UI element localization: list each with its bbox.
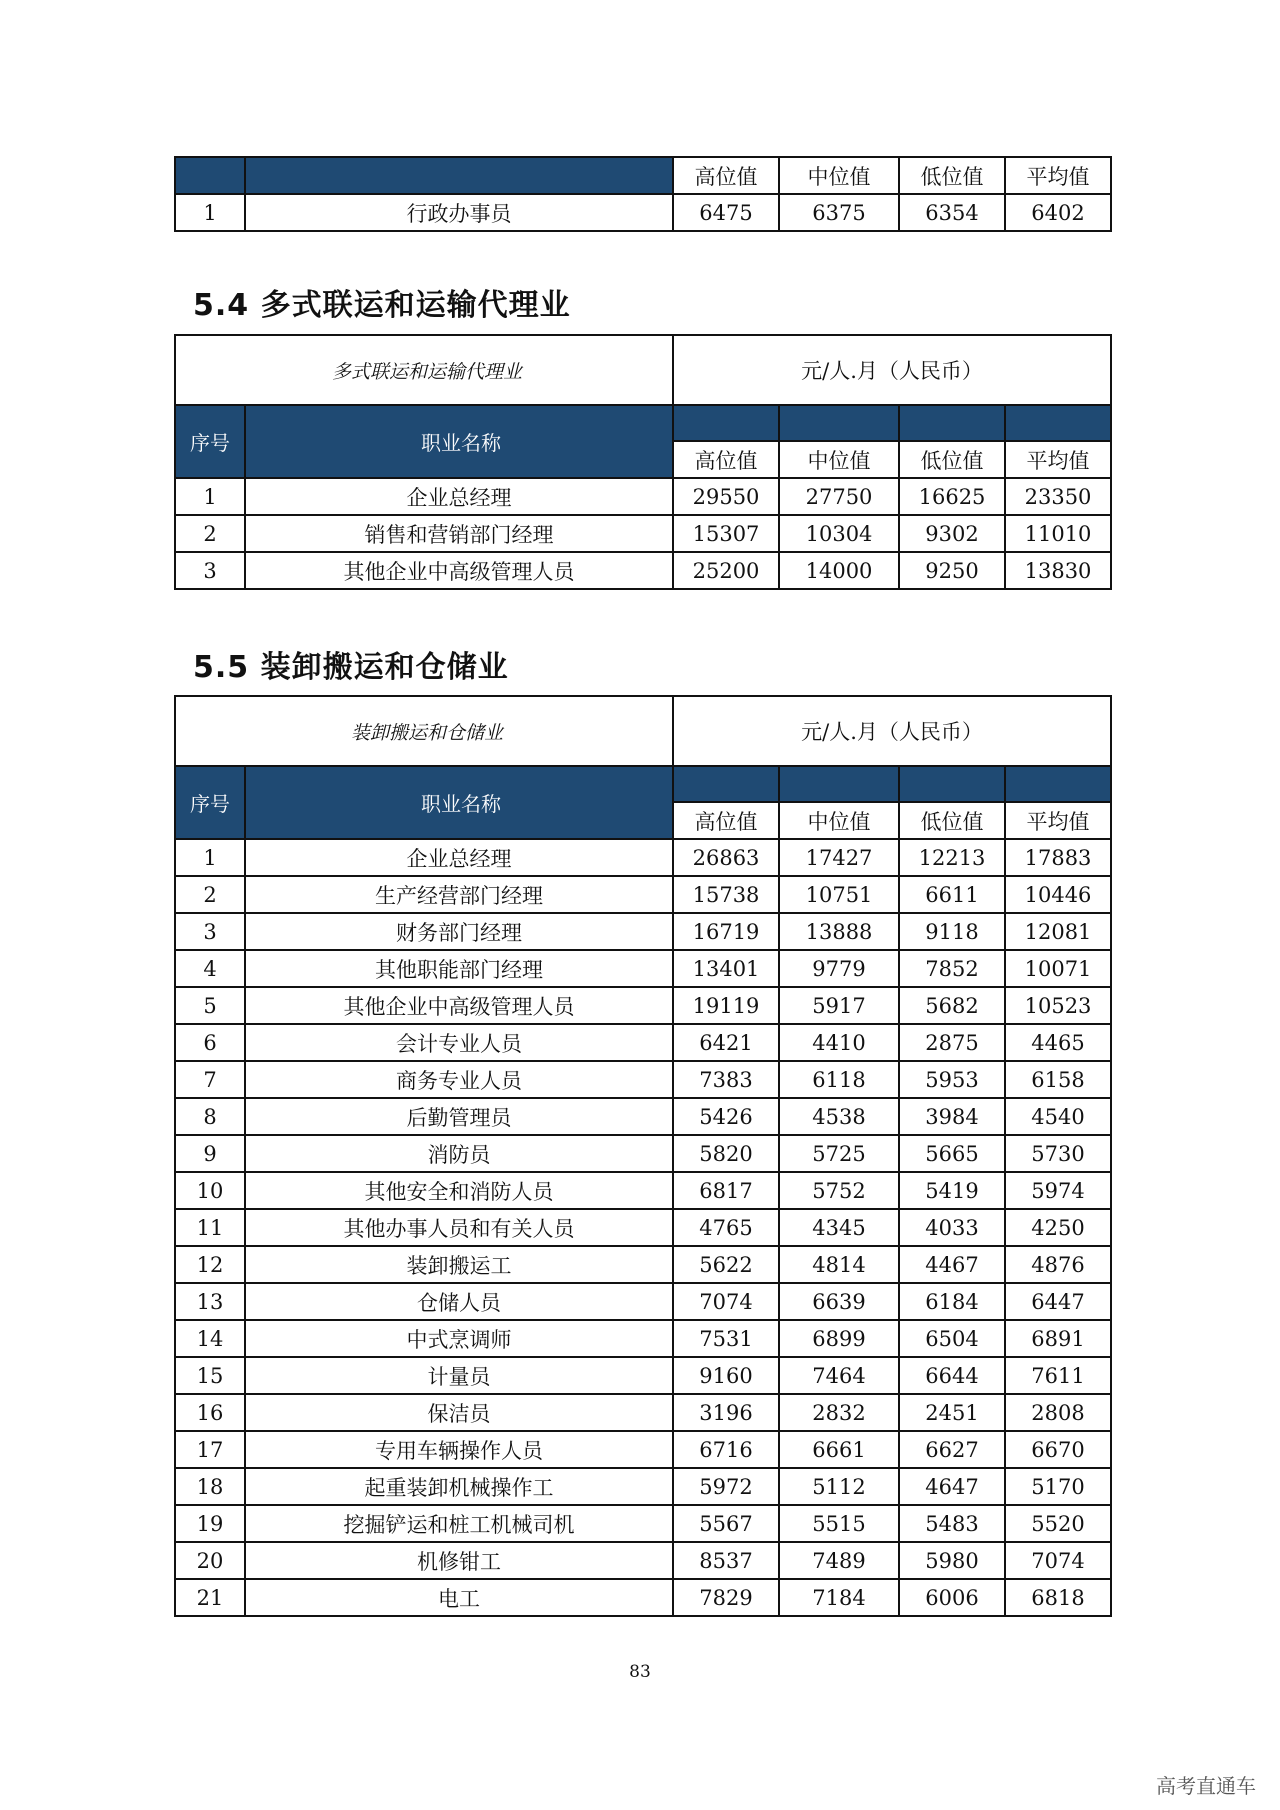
value-high: 29550 — [673, 478, 779, 515]
row-number: 20 — [175, 1542, 245, 1579]
value-high: 26863 — [673, 839, 779, 876]
value-median: 5725 — [779, 1135, 899, 1172]
category-row — [175, 696, 1111, 766]
value-median: 27750 — [779, 478, 899, 515]
value-average: 17883 — [1005, 839, 1111, 876]
value-median: 6375 — [779, 194, 899, 231]
value-high: 6716 — [673, 1431, 779, 1468]
value-median: 2832 — [779, 1394, 899, 1431]
table-row — [175, 913, 1111, 950]
value-average: 6402 — [1005, 194, 1111, 231]
section-title-5-4: 5.4 多式联运和运输代理业 — [193, 288, 571, 323]
occupation-name: 其他企业中高级管理人员 — [245, 552, 673, 589]
table-row — [175, 1468, 1111, 1505]
value-average: 6158 — [1005, 1061, 1111, 1098]
page-number: 83 — [629, 1662, 651, 1682]
value-low: 3984 — [899, 1098, 1005, 1135]
value-low: 6354 — [899, 194, 1005, 231]
value-average: 12081 — [1005, 913, 1111, 950]
value-high: 7074 — [673, 1283, 779, 1320]
value-low: 4033 — [899, 1209, 1005, 1246]
occupation-name: 其他办事人员和有关人员 — [245, 1209, 673, 1246]
value-high: 5622 — [673, 1246, 779, 1283]
table-row — [175, 1357, 1111, 1394]
occupation-name: 起重装卸机械操作工 — [245, 1468, 673, 1505]
occupation-name: 保洁员 — [245, 1394, 673, 1431]
occupation-name: 其他职能部门经理 — [245, 950, 673, 987]
col-header-high: 高位值 — [673, 157, 779, 194]
col-header-name: 职业名称 — [245, 405, 673, 478]
value-low: 5665 — [899, 1135, 1005, 1172]
value-high: 25200 — [673, 552, 779, 589]
row-number: 1 — [175, 194, 245, 231]
row-number: 9 — [175, 1135, 245, 1172]
value-low: 2451 — [899, 1394, 1005, 1431]
col-header-average: 平均值 — [1005, 802, 1111, 839]
blank-header-cell — [175, 157, 245, 194]
value-low: 7852 — [899, 950, 1005, 987]
row-number: 8 — [175, 1098, 245, 1135]
value-median: 4345 — [779, 1209, 899, 1246]
header-strip-cell — [899, 766, 1005, 802]
occupation-name: 机修钳工 — [245, 1542, 673, 1579]
table-row — [175, 1542, 1111, 1579]
row-number: 10 — [175, 1172, 245, 1209]
table-row — [175, 1135, 1111, 1172]
value-low: 4647 — [899, 1468, 1005, 1505]
value-median: 9779 — [779, 950, 899, 987]
value-high: 3196 — [673, 1394, 779, 1431]
value-high: 6817 — [673, 1172, 779, 1209]
row-number: 21 — [175, 1579, 245, 1616]
value-low: 5953 — [899, 1061, 1005, 1098]
occupation-name: 商务专业人员 — [245, 1061, 673, 1098]
value-low: 5682 — [899, 987, 1005, 1024]
value-high: 7531 — [673, 1320, 779, 1357]
value-median: 6661 — [779, 1431, 899, 1468]
value-low: 5483 — [899, 1505, 1005, 1542]
row-number: 3 — [175, 913, 245, 950]
value-average: 10523 — [1005, 987, 1111, 1024]
value-median: 14000 — [779, 552, 899, 589]
row-number: 11 — [175, 1209, 245, 1246]
table-row — [175, 1394, 1111, 1431]
value-high: 4765 — [673, 1209, 779, 1246]
row-number: 14 — [175, 1320, 245, 1357]
value-average: 6818 — [1005, 1579, 1111, 1616]
value-median: 4814 — [779, 1246, 899, 1283]
value-low: 9250 — [899, 552, 1005, 589]
value-average: 11010 — [1005, 515, 1111, 552]
header-strip-cell — [899, 405, 1005, 441]
col-header-low: 低位值 — [899, 157, 1005, 194]
header-strip-cell — [673, 766, 779, 802]
table-row — [175, 194, 1111, 231]
table-header-row — [175, 157, 1111, 194]
unit-label: 元/人.月（人民币） — [673, 335, 1111, 405]
value-average: 6670 — [1005, 1431, 1111, 1468]
occupation-name: 装卸搬运工 — [245, 1246, 673, 1283]
header-strip-row — [175, 766, 1111, 802]
table-row — [175, 876, 1111, 913]
value-low: 6184 — [899, 1283, 1005, 1320]
row-number: 17 — [175, 1431, 245, 1468]
value-low: 6611 — [899, 876, 1005, 913]
blank-header-cell — [245, 157, 673, 194]
value-low: 5419 — [899, 1172, 1005, 1209]
occupation-name: 仓储人员 — [245, 1283, 673, 1320]
salary-table-5-5 — [174, 695, 1112, 1617]
value-average: 6447 — [1005, 1283, 1111, 1320]
value-low: 4467 — [899, 1246, 1005, 1283]
value-high: 7829 — [673, 1579, 779, 1616]
value-high: 19119 — [673, 987, 779, 1024]
value-median: 7184 — [779, 1579, 899, 1616]
col-header-high: 高位值 — [673, 441, 779, 478]
col-header-median: 中位值 — [779, 802, 899, 839]
value-high: 13401 — [673, 950, 779, 987]
table-row — [175, 987, 1111, 1024]
header-strip-cell — [779, 766, 899, 802]
value-average: 4540 — [1005, 1098, 1111, 1135]
row-number: 16 — [175, 1394, 245, 1431]
occupation-name: 财务部门经理 — [245, 913, 673, 950]
occupation-name: 企业总经理 — [245, 839, 673, 876]
header-strip-cell — [1005, 766, 1111, 802]
value-average: 5730 — [1005, 1135, 1111, 1172]
row-number: 1 — [175, 839, 245, 876]
value-high: 5567 — [673, 1505, 779, 1542]
header-strip-cell — [779, 405, 899, 441]
value-low: 5980 — [899, 1542, 1005, 1579]
table-row — [175, 1431, 1111, 1468]
occupation-name: 电工 — [245, 1579, 673, 1616]
col-header-high: 高位值 — [673, 802, 779, 839]
value-average: 7611 — [1005, 1357, 1111, 1394]
value-average: 10071 — [1005, 950, 1111, 987]
occupation-name: 挖掘铲运和桩工机械司机 — [245, 1505, 673, 1542]
col-header-low: 低位值 — [899, 802, 1005, 839]
value-average: 4876 — [1005, 1246, 1111, 1283]
row-number: 5 — [175, 987, 245, 1024]
value-average: 10446 — [1005, 876, 1111, 913]
value-high: 8537 — [673, 1542, 779, 1579]
table-row — [175, 515, 1111, 552]
value-median: 13888 — [779, 913, 899, 950]
salary-table-5-4 — [174, 334, 1112, 590]
value-high: 5426 — [673, 1098, 779, 1135]
category-title: 多式联运和运输代理业 — [175, 335, 673, 405]
table-row — [175, 950, 1111, 987]
value-median: 17427 — [779, 839, 899, 876]
table-row — [175, 478, 1111, 515]
unit-label: 元/人.月（人民币） — [673, 696, 1111, 766]
occupation-name: 销售和营销部门经理 — [245, 515, 673, 552]
value-high: 15738 — [673, 876, 779, 913]
row-number: 2 — [175, 876, 245, 913]
row-number: 1 — [175, 478, 245, 515]
row-number: 3 — [175, 552, 245, 589]
value-high: 7383 — [673, 1061, 779, 1098]
occupation-name: 中式烹调师 — [245, 1320, 673, 1357]
table-row — [175, 1024, 1111, 1061]
table-row — [175, 1283, 1111, 1320]
value-median: 4410 — [779, 1024, 899, 1061]
category-row — [175, 335, 1111, 405]
table-row — [175, 1098, 1111, 1135]
value-average: 6891 — [1005, 1320, 1111, 1357]
table-row — [175, 1246, 1111, 1283]
continued-salary-table — [174, 156, 1112, 232]
col-header-no: 序号 — [175, 766, 245, 839]
value-average: 4250 — [1005, 1209, 1111, 1246]
occupation-name: 专用车辆操作人员 — [245, 1431, 673, 1468]
occupation-name: 行政办事员 — [245, 194, 673, 231]
table-row — [175, 839, 1111, 876]
value-high: 9160 — [673, 1357, 779, 1394]
table-row — [175, 1579, 1111, 1616]
row-number: 6 — [175, 1024, 245, 1061]
row-number: 18 — [175, 1468, 245, 1505]
value-median: 5752 — [779, 1172, 899, 1209]
value-high: 6421 — [673, 1024, 779, 1061]
value-low: 9118 — [899, 913, 1005, 950]
value-median: 5112 — [779, 1468, 899, 1505]
row-number: 19 — [175, 1505, 245, 1542]
table-row — [175, 1209, 1111, 1246]
value-high: 5820 — [673, 1135, 779, 1172]
table-row — [175, 1061, 1111, 1098]
row-number: 7 — [175, 1061, 245, 1098]
row-number: 12 — [175, 1246, 245, 1283]
value-median: 6639 — [779, 1283, 899, 1320]
value-average: 13830 — [1005, 552, 1111, 589]
value-low: 6644 — [899, 1357, 1005, 1394]
occupation-name: 会计专业人员 — [245, 1024, 673, 1061]
category-title: 装卸搬运和仓储业 — [175, 696, 673, 766]
value-median: 6899 — [779, 1320, 899, 1357]
col-header-median: 中位值 — [779, 157, 899, 194]
table-row — [175, 1320, 1111, 1357]
section-title-5-5: 5.5 装卸搬运和仓储业 — [193, 650, 509, 685]
value-low: 6627 — [899, 1431, 1005, 1468]
value-high: 16719 — [673, 913, 779, 950]
value-median: 7464 — [779, 1357, 899, 1394]
col-header-average: 平均值 — [1005, 157, 1111, 194]
value-median: 6118 — [779, 1061, 899, 1098]
value-average: 23350 — [1005, 478, 1111, 515]
header-strip-cell — [1005, 405, 1111, 441]
value-median: 10751 — [779, 876, 899, 913]
table-row — [175, 552, 1111, 589]
value-low: 9302 — [899, 515, 1005, 552]
col-header-average: 平均值 — [1005, 441, 1111, 478]
value-average: 5520 — [1005, 1505, 1111, 1542]
value-median: 4538 — [779, 1098, 899, 1135]
occupation-name: 生产经营部门经理 — [245, 876, 673, 913]
value-low: 2875 — [899, 1024, 1005, 1061]
value-average: 2808 — [1005, 1394, 1111, 1431]
occupation-name: 后勤管理员 — [245, 1098, 673, 1135]
value-low: 12213 — [899, 839, 1005, 876]
header-strip-cell — [673, 405, 779, 441]
value-average: 7074 — [1005, 1542, 1111, 1579]
value-median: 5917 — [779, 987, 899, 1024]
value-high: 15307 — [673, 515, 779, 552]
occupation-name: 企业总经理 — [245, 478, 673, 515]
value-average: 5170 — [1005, 1468, 1111, 1505]
header-strip-row — [175, 405, 1111, 441]
table-row — [175, 1505, 1111, 1542]
watermark: 高考直通车 — [1156, 1774, 1256, 1798]
value-low: 6504 — [899, 1320, 1005, 1357]
col-header-no: 序号 — [175, 405, 245, 478]
row-number: 4 — [175, 950, 245, 987]
value-median: 7489 — [779, 1542, 899, 1579]
table-row — [175, 1172, 1111, 1209]
value-median: 10304 — [779, 515, 899, 552]
row-number: 2 — [175, 515, 245, 552]
row-number: 13 — [175, 1283, 245, 1320]
value-average: 5974 — [1005, 1172, 1111, 1209]
col-header-median: 中位值 — [779, 441, 899, 478]
occupation-name: 其他安全和消防人员 — [245, 1172, 673, 1209]
col-header-low: 低位值 — [899, 441, 1005, 478]
col-header-name: 职业名称 — [245, 766, 673, 839]
value-median: 5515 — [779, 1505, 899, 1542]
value-average: 4465 — [1005, 1024, 1111, 1061]
occupation-name: 其他企业中高级管理人员 — [245, 987, 673, 1024]
occupation-name: 计量员 — [245, 1357, 673, 1394]
value-low: 16625 — [899, 478, 1005, 515]
value-low: 6006 — [899, 1579, 1005, 1616]
value-high: 5972 — [673, 1468, 779, 1505]
value-high: 6475 — [673, 194, 779, 231]
row-number: 15 — [175, 1357, 245, 1394]
occupation-name: 消防员 — [245, 1135, 673, 1172]
